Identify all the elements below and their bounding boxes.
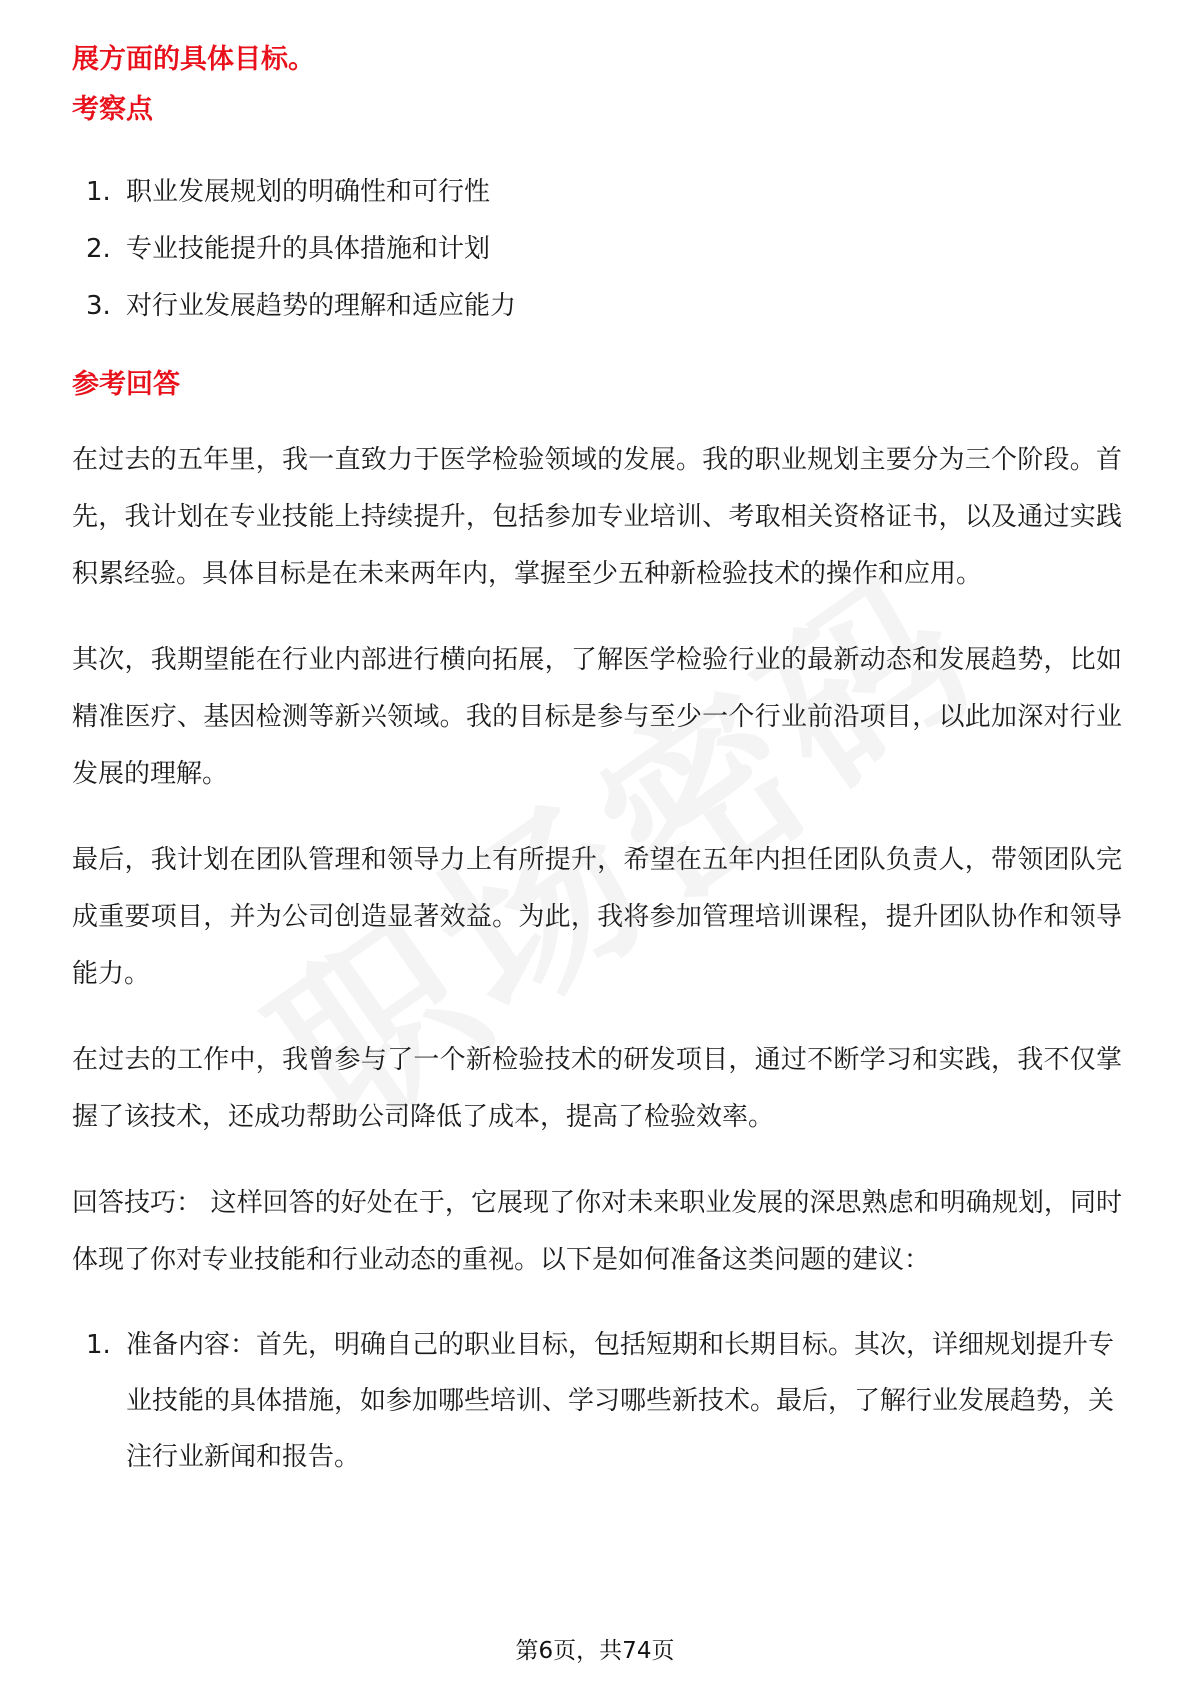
list-item [72,221,1122,278]
answer-paragraph: 其次，我期望能在行业内部进行横向拓展，了解医学检验行业的最新动态和发展趋势，比如精准医疗、基因检测等新兴领域。我的目标是参与至少一个行业前沿项目，以此加深对行业发展的理解。 [72,645,1122,789]
list-item [72,1317,1122,1485]
section-heading-points: 考察点 [72,94,153,125]
tips-paragraph: 回答技巧： 这样回答的好处在于，它展现了你对未来职业发展的深思熟虑和明确规划，同时体现了你对专业技能和行业动态的重视。以下是如何准备这类问题的建议： [72,1188,1122,1275]
list-text: 专业技能提升的具体措施和计划 [126,234,491,264]
list-item [72,278,1122,335]
list-number: 2. [86,234,111,264]
lead-fragment: 展方面的具体目标。 [72,44,315,75]
list-number: 3. [86,291,111,321]
section-heading-answer: 参考回答 [72,369,180,400]
list-item [72,164,1122,221]
answer-paragraph: 最后，我计划在团队管理和领导力上有所提升，希望在五年内担任团队负责人，带领团队完成重要项目，并为公司创造显著效益。为此，我将参加管理培训课程，提升团队协作和领导能力。 [72,845,1122,989]
document-page [72,40,1122,1485]
list-text: 对行业发展趋势的理解和适应能力 [126,291,517,321]
list-number: 1. [86,177,111,207]
answer-paragraph: 在过去的五年里，我一直致力于医学检验领域的发展。我的职业规划主要分为三个阶段。首先，我计划在专业技能上持续提升，包括参加专业培训、考取相关资格证书，以及通过实践积累经验。具体目标是在未来两年内，掌握至少五种新检验技术的操作和应用。 [72,445,1122,589]
page-number: 第6页，共74页 [515,1638,675,1664]
list-text: 准备内容：首先，明确自己的职业目标，包括短期和长期目标。其次，详细规划提升专业技能的具体措施，如参加哪些培训、学习哪些新技术。最后，了解行业发展趋势，关注行业新闻和报告。 [126,1330,1115,1472]
advice-list [72,1317,1122,1485]
answer-paragraph: 在过去的工作中，我曾参与了一个新检验技术的研发项目，通过不断学习和实践，我不仅掌握了该技术，还成功帮助公司降低了成本，提高了检验效率。 [72,1045,1122,1132]
list-text: 职业发展规划的明确性和可行性 [126,177,491,207]
list-number: 1. [86,1330,111,1360]
points-list [72,164,1122,335]
